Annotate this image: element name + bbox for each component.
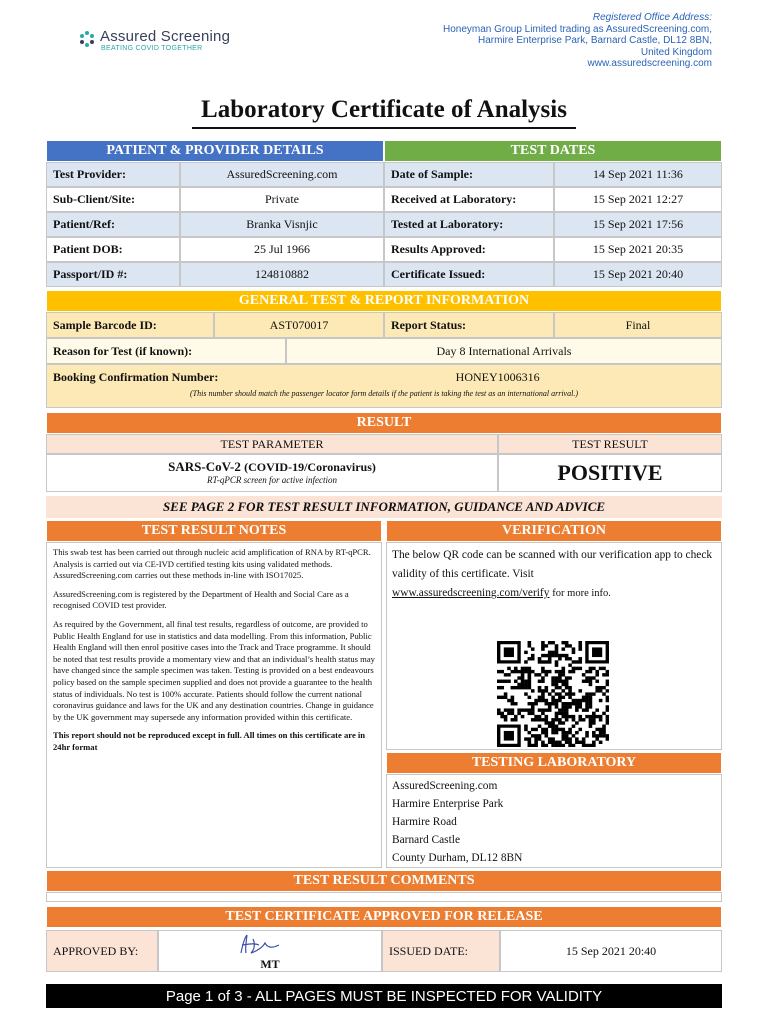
- date-value: 14 Sep 2021 11:36: [554, 162, 722, 187]
- patient-section-heading: PATIENT & PROVIDER DETAILS: [46, 140, 384, 162]
- notes-heading: TEST RESULT NOTES: [46, 520, 382, 542]
- notes-paragraph: This report should not be reproduced except in full. All times on this certificate are in 24hr format: [53, 730, 366, 752]
- page-footer: Page 1 of 3 - ALL PAGES MUST BE INSPECTED FOR VALIDITY: [46, 984, 722, 1008]
- barcode-value: AST070017: [214, 312, 384, 338]
- booking-note: (This number should match the passenger locator form details if the patient is taking the test as an international arrival.): [190, 389, 578, 398]
- notes-section: [46, 520, 382, 868]
- approver-initials: MT: [260, 957, 280, 971]
- booking-label: Booking Confirmation Number:: [53, 369, 219, 384]
- issued-date-value: 15 Sep 2021 20:40: [500, 930, 722, 972]
- detail-row: [46, 262, 722, 287]
- laboratory-heading: TESTING LABORATORY: [386, 752, 722, 774]
- date-value: 15 Sep 2021 20:35: [554, 237, 722, 262]
- detail-value: Private: [180, 187, 384, 212]
- approved-by-label: APPROVED BY:: [46, 930, 158, 972]
- verification-heading: VERIFICATION: [386, 520, 722, 542]
- booking-block: [46, 364, 722, 408]
- company-logo: [78, 28, 248, 56]
- laboratory-section: [386, 752, 722, 868]
- detail-value: 124810882: [180, 262, 384, 287]
- param-name: SARS-CoV-2: [168, 459, 241, 474]
- date-label: Certificate Issued:: [384, 262, 554, 287]
- date-label: Received at Laboratory:: [384, 187, 554, 212]
- date-value: 15 Sep 2021 12:27: [554, 187, 722, 212]
- date-label: Results Approved:: [384, 237, 554, 262]
- approval-heading: TEST CERTIFICATE APPROVED FOR RELEASE: [46, 906, 722, 928]
- verification-text: The below QR code can be scanned with our verification app to check validity of this certificate. Visit: [392, 549, 713, 580]
- page-title: Laboratory Certificate of Analysis: [201, 96, 567, 123]
- detail-label: Test Provider:: [46, 162, 180, 187]
- param-method: RT-qPCR screen for active infection: [207, 475, 337, 485]
- result-heading: RESULT: [46, 412, 722, 434]
- notes-paragraph: This swab test has been carried out through nucleic acid amplification of RNA by RT-qPCR. Analysis is carried out via CE-IVD certified testing kits using validated methods. AssuredScreening.com carries out these methods in-line with ISO17025.: [53, 547, 371, 581]
- detail-value: AssuredScreening.com: [180, 162, 384, 187]
- website-link[interactable]: www.assuredscreening.com: [587, 58, 712, 69]
- laboratory-address: [386, 774, 722, 868]
- patient-dates-section: [46, 140, 722, 288]
- general-heading: GENERAL TEST & REPORT INFORMATION: [46, 290, 722, 312]
- date-value: 15 Sep 2021 20:40: [554, 262, 722, 287]
- verification-suffix: for more info.: [552, 588, 611, 599]
- reason-value: Day 8 International Arrivals: [286, 338, 722, 364]
- address-line: United Kingdom: [640, 46, 712, 58]
- issued-date-label: ISSUED DATE:: [382, 930, 500, 972]
- detail-row: [46, 162, 722, 187]
- date-label: Tested at Laboratory:: [384, 212, 554, 237]
- logo-name: Assured Screening: [100, 28, 231, 45]
- lab-address-line: Harmire Enterprise Park: [392, 798, 504, 810]
- detail-row: [46, 187, 722, 212]
- param-cell: [46, 454, 498, 492]
- status-label: Report Status:: [384, 312, 554, 338]
- date-label: Date of Sample:: [384, 162, 554, 187]
- comments-body: [46, 892, 722, 902]
- detail-row: [46, 212, 722, 237]
- notes-paragraph: AssuredScreening.com is registered by the Department of Health and Social Care as a recognised COVID test provider.: [53, 588, 349, 611]
- detail-value: Branka Visnjic: [180, 212, 384, 237]
- lab-address-line: County Durham, DL12 8BN: [392, 852, 523, 864]
- registered-address: [443, 12, 712, 70]
- booking-value: HONEY1006316: [455, 369, 540, 384]
- approver-signature-cell: [158, 930, 382, 972]
- notes-body: [46, 542, 382, 868]
- detail-label: Sub-Client/Site:: [46, 187, 180, 212]
- verification-section: [386, 520, 722, 750]
- detail-value: 25 Jul 1966: [180, 237, 384, 262]
- lab-address-line: Harmire Road: [392, 816, 457, 828]
- title-underline: [192, 127, 576, 129]
- detail-label: Patient/Ref:: [46, 212, 180, 237]
- date-value: 15 Sep 2021 17:56: [554, 212, 722, 237]
- detail-label: Patient DOB:: [46, 237, 180, 262]
- detail-label: Passport/ID #:: [46, 262, 180, 287]
- detail-row: [46, 237, 722, 262]
- signature-icon: [237, 933, 283, 957]
- verification-body: [386, 542, 722, 750]
- lab-address-line: AssuredScreening.com: [392, 780, 498, 792]
- test-result-value: POSITIVE: [498, 454, 722, 492]
- status-value: Final: [554, 312, 722, 338]
- approval-section: [46, 906, 722, 972]
- result-column-header: TEST RESULT: [498, 434, 722, 454]
- logo-icon: [78, 30, 96, 48]
- see-page-notice: SEE PAGE 2 FOR TEST RESULT INFORMATION, GUIDANCE AND ADVICE: [46, 496, 722, 518]
- general-info-section: [46, 290, 722, 408]
- reason-label: Reason for Test (if known):: [46, 338, 286, 364]
- address-line: Honeyman Group Limited trading as AssuredScreening.com,: [442, 23, 712, 35]
- address-line: Harmire Enterprise Park, Barnard Castle, DL12 8BN,: [478, 35, 712, 46]
- notes-paragraph: As required by the Government, all final test results, regardless of outcome, are provided to Public Health England for use in statistics and data modelling. From this information, Public Health England will then enrol positive cases into the Track and Trace programme. It should be noted that test results provide a momentary view and that an individual’s health status may have changed since the sample specimen was taken. Testing is provided on a best endeavours policy based on the sample specimen supplied and does not provide a guarantee to the health status of individuals. No test is 100% accurate. Patients should follow the current national coronavirus guidance and laws for the UK and any destination countries. Change in guidance by the UK government may supersede any information provided within this certificate.: [53, 618, 375, 722]
- comments-section: [46, 870, 722, 902]
- address-label: Registered Office Address:: [592, 12, 712, 23]
- lab-address-line: Barnard Castle: [392, 834, 461, 846]
- param-column-header: TEST PARAMETER: [46, 434, 498, 454]
- param-name-suffix: (COVID-19/Coronavirus): [244, 460, 376, 474]
- barcode-label: Sample Barcode ID:: [46, 312, 214, 338]
- dates-section-heading: TEST DATES: [384, 140, 722, 162]
- comments-heading: TEST RESULT COMMENTS: [46, 870, 722, 892]
- result-section: [46, 412, 722, 518]
- verify-link[interactable]: www.assuredscreening.com/verify: [392, 587, 550, 599]
- logo-tagline: BEATING COVID TOGETHER: [101, 45, 203, 52]
- qr-code-icon[interactable]: [497, 641, 609, 747]
